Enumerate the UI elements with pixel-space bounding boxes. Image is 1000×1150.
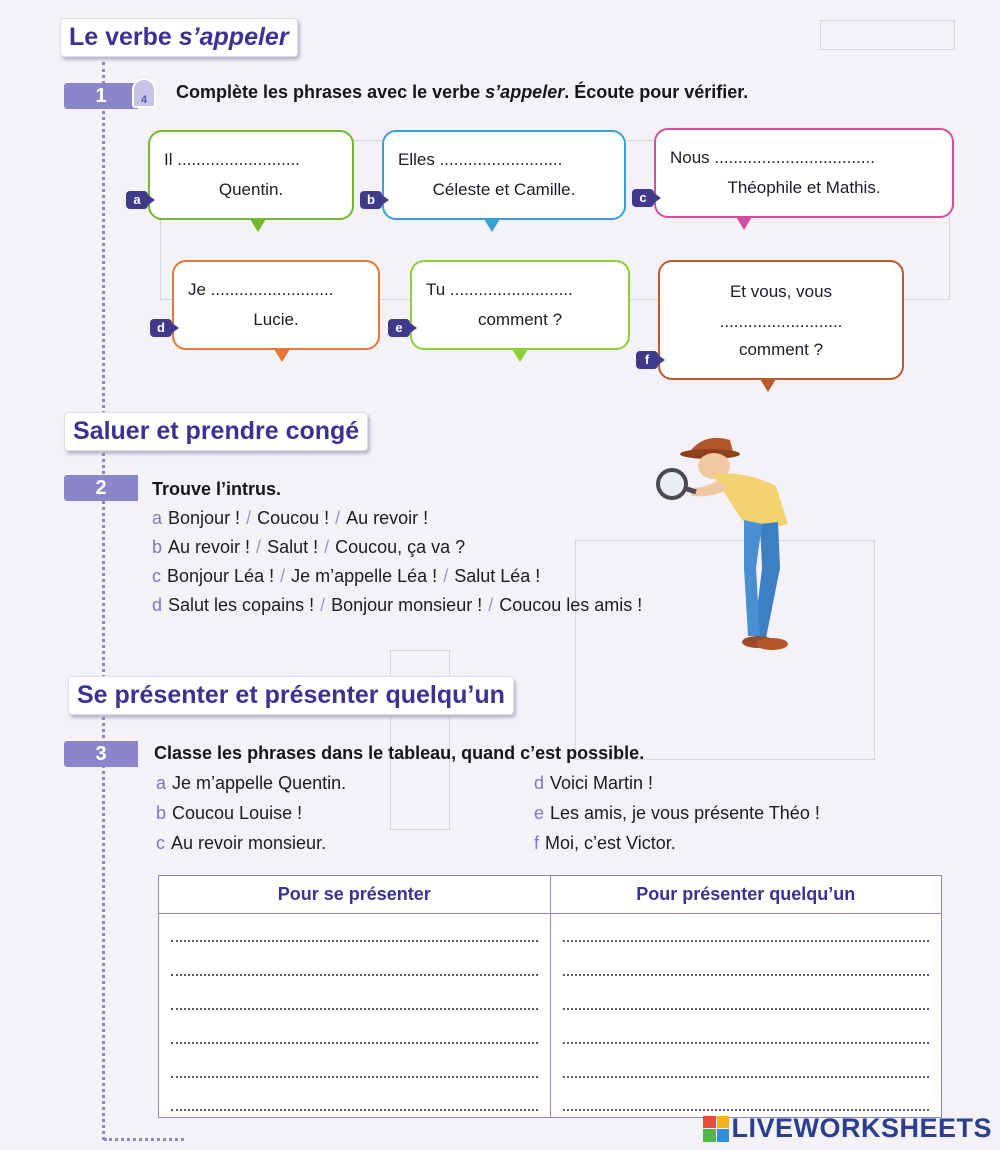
intrus-item-b bbox=[152, 537, 465, 558]
intrus-item-c bbox=[152, 566, 540, 587]
intrus-option[interactable]: Bonjour ! bbox=[168, 508, 241, 528]
item-letter: b bbox=[152, 537, 163, 557]
option-separator: / bbox=[280, 566, 286, 586]
bubble-tail bbox=[274, 349, 290, 362]
section-title-presenter: Se présenter et présenter quelqu’un bbox=[68, 676, 514, 715]
bubble-line-1: Il .......................... bbox=[164, 150, 301, 169]
bubble-tail bbox=[250, 219, 266, 232]
answer-cell-presenter-quelquun[interactable] bbox=[550, 982, 942, 1016]
option-separator: / bbox=[335, 508, 341, 528]
sentence-text: Voici Martin ! bbox=[550, 773, 654, 793]
answer-cell-se-presenter[interactable] bbox=[159, 982, 551, 1016]
intrus-option[interactable]: Salut ! bbox=[267, 537, 319, 557]
answer-cell-presenter-quelquun[interactable] bbox=[550, 914, 942, 948]
intrus-option[interactable]: Au revoir ! bbox=[346, 508, 429, 528]
intrus-option[interactable]: Coucou, ça va ? bbox=[335, 537, 466, 557]
bubble-tail bbox=[760, 379, 776, 392]
answer-row bbox=[159, 1050, 942, 1084]
liveworksheets-mark-icon bbox=[703, 1116, 729, 1142]
option-separator: / bbox=[256, 537, 262, 557]
answer-cell-se-presenter[interactable] bbox=[159, 1084, 551, 1118]
dotted-answer-line bbox=[563, 1076, 930, 1078]
sentence-letter: e bbox=[534, 803, 545, 823]
answer-cell-se-presenter[interactable] bbox=[159, 1016, 551, 1050]
item-letter: d bbox=[152, 595, 163, 615]
dotted-answer-line bbox=[563, 1042, 930, 1044]
dotted-answer-line bbox=[171, 1042, 538, 1044]
sentence-text: Au revoir monsieur. bbox=[171, 833, 327, 853]
speech-bubble-b[interactable] bbox=[382, 130, 626, 220]
dotted-answer-line bbox=[171, 1008, 538, 1010]
item-letter: c bbox=[152, 566, 161, 586]
intrus-option[interactable]: Coucou ! bbox=[257, 508, 330, 528]
bubble-line-2: comment ? bbox=[477, 310, 563, 329]
dotted-answer-line bbox=[563, 974, 930, 976]
instruction-1: Complète les phrases avec le verbe s’appeler. Écoute pour vérifier. bbox=[176, 82, 749, 102]
bubble-line-1: Elles .......................... bbox=[398, 150, 563, 169]
bubble-line-1: Tu .......................... bbox=[426, 280, 573, 299]
bubble-tail bbox=[484, 219, 500, 232]
letter-tag-c: c bbox=[632, 189, 654, 207]
sentence-text: Coucou Louise ! bbox=[172, 803, 303, 823]
exercise-number-2: 2 bbox=[64, 475, 138, 501]
sentence-c bbox=[156, 833, 326, 854]
bubble-line-1: Et vous, vous bbox=[729, 282, 833, 301]
intrus-option[interactable]: Salut les copains ! bbox=[168, 595, 315, 615]
sentence-letter: c bbox=[156, 833, 165, 853]
intrus-option[interactable]: Au revoir ! bbox=[168, 537, 251, 557]
sentence-b bbox=[156, 803, 302, 824]
intrus-item-a bbox=[152, 508, 428, 529]
exercise-number-1: 1 bbox=[64, 83, 138, 109]
sentence-letter: a bbox=[156, 773, 167, 793]
dotted-answer-line bbox=[563, 1109, 930, 1111]
sentence-text: Moi, c’est Victor. bbox=[545, 833, 676, 853]
watermark-text: LIVEWORKSHEETS bbox=[731, 1113, 992, 1143]
bubble-line-2: .......................... bbox=[719, 312, 843, 331]
header-se-presenter: Pour se présenter bbox=[159, 876, 551, 914]
intrus-item-d bbox=[152, 595, 642, 616]
answer-cell-presenter-quelquun[interactable] bbox=[550, 1016, 942, 1050]
speech-bubble-c[interactable] bbox=[654, 128, 954, 218]
sentence-e bbox=[534, 803, 820, 824]
answer-cell-se-presenter[interactable] bbox=[159, 948, 551, 982]
section-title-verbe: Le verbe s’appeler bbox=[60, 18, 298, 57]
bubble-line-2: Lucie. bbox=[253, 310, 299, 329]
dotted-guide-line-bottom bbox=[104, 1138, 184, 1141]
sentence-letter: f bbox=[534, 833, 540, 853]
header-presenter-quelquun: Pour présenter quelqu’un bbox=[550, 876, 942, 914]
answer-row bbox=[159, 914, 942, 948]
speech-bubble-f[interactable] bbox=[658, 260, 904, 380]
bubble-tail bbox=[512, 349, 528, 362]
sentence-a bbox=[156, 773, 346, 794]
bubble-line-3: comment ? bbox=[738, 340, 824, 359]
intrus-option[interactable]: Bonjour monsieur ! bbox=[331, 595, 483, 615]
bubble-tail bbox=[736, 217, 752, 230]
letter-tag-a: a bbox=[126, 191, 148, 209]
bubble-line-2: Théophile et Mathis. bbox=[727, 178, 881, 197]
detective-illustration bbox=[648, 428, 808, 656]
bubble-line-2: Quentin. bbox=[218, 180, 284, 199]
sentence-text: Je m’appelle Quentin. bbox=[172, 773, 347, 793]
intrus-option[interactable]: Je m’appelle Léa ! bbox=[291, 566, 438, 586]
sentence-letter: b bbox=[156, 803, 167, 823]
answer-cell-presenter-quelquun[interactable] bbox=[550, 948, 942, 982]
answer-cell-se-presenter[interactable] bbox=[159, 914, 551, 948]
exercise-number-3: 3 bbox=[64, 741, 138, 767]
answer-row bbox=[159, 1016, 942, 1050]
bubble-line-1: Je .......................... bbox=[188, 280, 334, 299]
answer-cell-presenter-quelquun[interactable] bbox=[550, 1050, 942, 1084]
letter-tag-b: b bbox=[360, 191, 382, 209]
option-separator: / bbox=[324, 537, 330, 557]
speech-bubble-e[interactable] bbox=[410, 260, 630, 350]
section-title-saluer: Saluer et prendre congé bbox=[64, 412, 368, 451]
sentence-text: Les amis, je vous présente Théo ! bbox=[550, 803, 820, 823]
dotted-answer-line bbox=[171, 1109, 538, 1111]
sentence-letter: d bbox=[534, 773, 545, 793]
dotted-answer-line bbox=[171, 940, 538, 942]
instruction-3: Classe les phrases dans le tableau, quand c’est possible. bbox=[154, 743, 645, 763]
intrus-option[interactable]: Bonjour Léa ! bbox=[167, 566, 275, 586]
dotted-answer-line bbox=[563, 940, 930, 942]
answer-row bbox=[159, 982, 942, 1016]
instruction-2: Trouve l’intrus. bbox=[152, 479, 282, 499]
option-separator: / bbox=[488, 595, 494, 615]
dotted-answer-line bbox=[563, 1008, 930, 1010]
letter-tag-f: f bbox=[636, 351, 658, 369]
answer-row bbox=[159, 948, 942, 982]
dotted-guide-line bbox=[102, 62, 105, 1140]
liveworksheets-logo bbox=[703, 1113, 992, 1144]
letter-tag-e: e bbox=[388, 319, 410, 337]
sentence-f bbox=[534, 833, 676, 854]
item-letter: a bbox=[152, 508, 163, 528]
dotted-answer-line bbox=[171, 974, 538, 976]
option-separator: / bbox=[443, 566, 449, 586]
option-separator: / bbox=[246, 508, 252, 528]
sentence-d bbox=[534, 773, 653, 794]
option-separator: / bbox=[320, 595, 326, 615]
bubble-line-1: Nous .................................. bbox=[670, 148, 875, 167]
dotted-answer-line bbox=[171, 1076, 538, 1078]
letter-tag-d: d bbox=[150, 319, 172, 337]
answer-cell-se-presenter[interactable] bbox=[159, 1050, 551, 1084]
classification-table bbox=[158, 875, 942, 1118]
audio-track-icon[interactable]: 4 bbox=[132, 78, 156, 108]
speech-bubble-d[interactable] bbox=[172, 260, 380, 350]
intrus-option[interactable]: Coucou les amis ! bbox=[499, 595, 643, 615]
intrus-option[interactable]: Salut Léa ! bbox=[454, 566, 541, 586]
speech-bubble-a[interactable] bbox=[148, 130, 354, 220]
bubble-line-2: Céleste et Camille. bbox=[432, 180, 576, 199]
